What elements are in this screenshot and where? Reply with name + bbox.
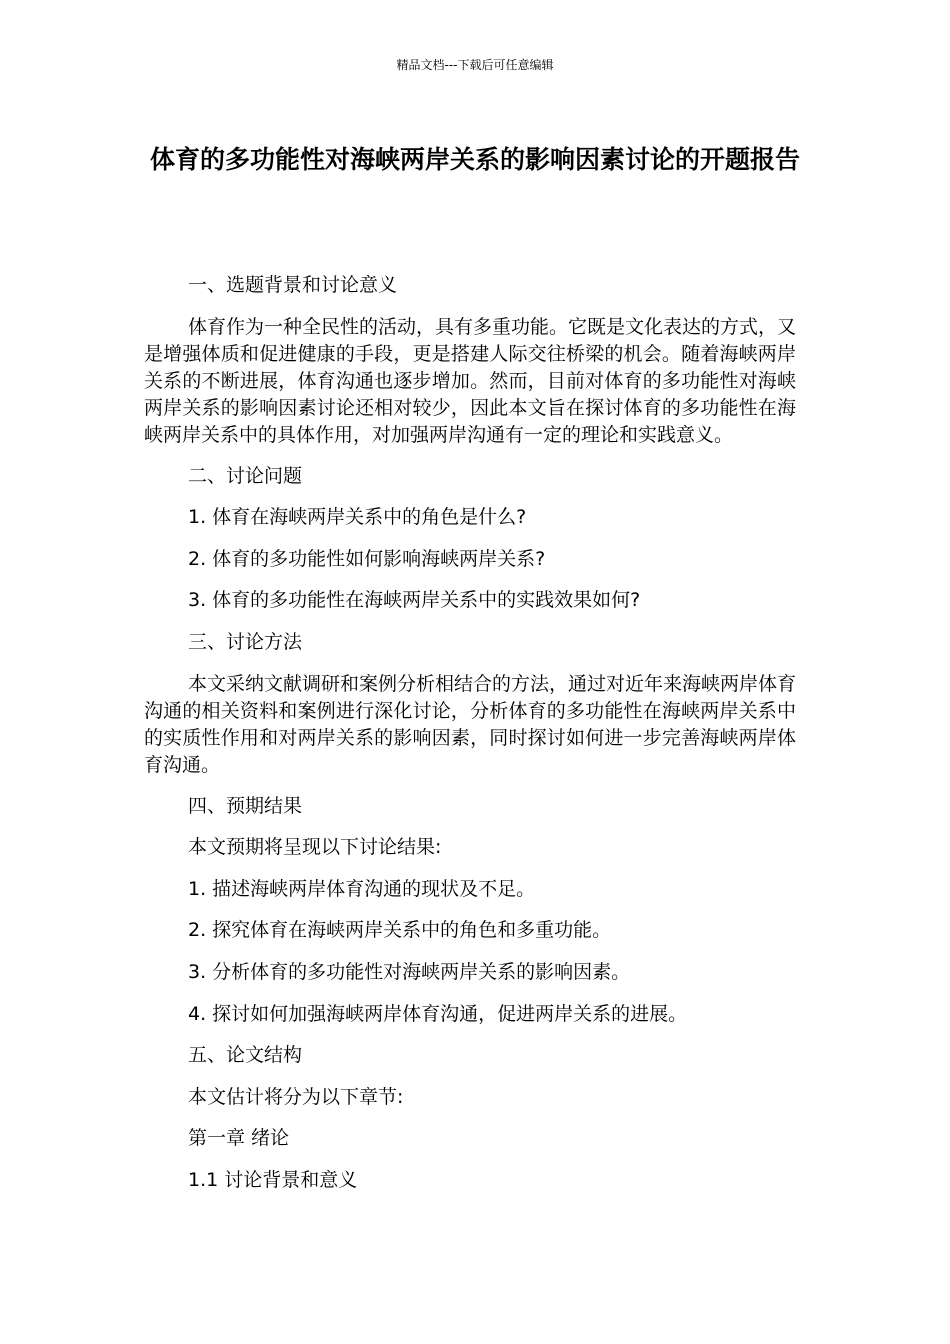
- list-item-result-2: 2. 探究体育在海峡两岸关系中的角色和多重功能。: [188, 919, 612, 942]
- list-item-question-2: 2. 体育的多功能性如何影响海峡两岸关系?: [188, 547, 546, 570]
- section-heading-background: 一、选题背景和讨论意义: [188, 274, 398, 296]
- expected-results-intro: 本文预期将呈现以下讨论结果:: [188, 836, 442, 859]
- document-title: 体育的多功能性对海峡两岸关系的影响因素讨论的开题报告: [149, 145, 800, 174]
- section-heading-questions: 二、讨论问题: [188, 464, 303, 487]
- list-item-result-1: 1. 描述海峡两岸体育沟通的现状及不足。: [188, 877, 536, 900]
- paragraph-background: 体育作为一种全民性的活动，具有多重功能。它既是文化表达的方式，又是增强体质和促进健康的手段，更是搭建人际交往桥梁的机会。随着海峡两岸关系的不断进展，体育沟通也逐步增加。然而，目前对体育的多功能性对海峡两岸关系的影响因素讨论还相对较少，因此本文旨在探讨体育的多功能性在海峡两岸关系中的具体作用，对加强两岸沟通有一定的理论和实践意义。: [144, 315, 797, 446]
- section-heading-expected-results: 四、预期结果: [188, 794, 303, 817]
- list-item-result-3: 3. 分析体育的多功能性对海峡两岸关系的影响因素。: [188, 960, 631, 983]
- chapter-item-1: 第一章 绪论: [188, 1127, 290, 1150]
- chapter-subitem-1-1: 1.1 讨论背景和意义: [188, 1168, 358, 1191]
- structure-intro: 本文估计将分为以下章节:: [188, 1085, 404, 1108]
- section-heading-methods: 三、讨论方法: [188, 630, 303, 653]
- document-body: [144, 272, 796, 1209]
- paragraph-methods: 本文采纳文献调研和案例分析相结合的方法，通过对近年来海峡两岸体育沟通的相关资料和案例进行深化讨论，分析体育的多功能性在海峡两岸关系中的实质性作用和对两岸关系的影响因素，同时探讨如何进一步完善海峡两岸体育沟通。: [144, 672, 797, 776]
- list-item-question-3: 3. 体育的多功能性在海峡两岸关系中的实践效果如何?: [188, 589, 641, 612]
- list-item-question-1: 1. 体育在海峡两岸关系中的角色是什么?: [188, 506, 527, 529]
- header-note: 精品文档---下载后可任意编辑: [396, 58, 554, 72]
- list-item-result-4: 4. 探讨如何加强海峡两岸体育沟通，促进两岸关系的进展。: [188, 1002, 688, 1025]
- section-heading-structure: 五、论文结构: [188, 1044, 303, 1067]
